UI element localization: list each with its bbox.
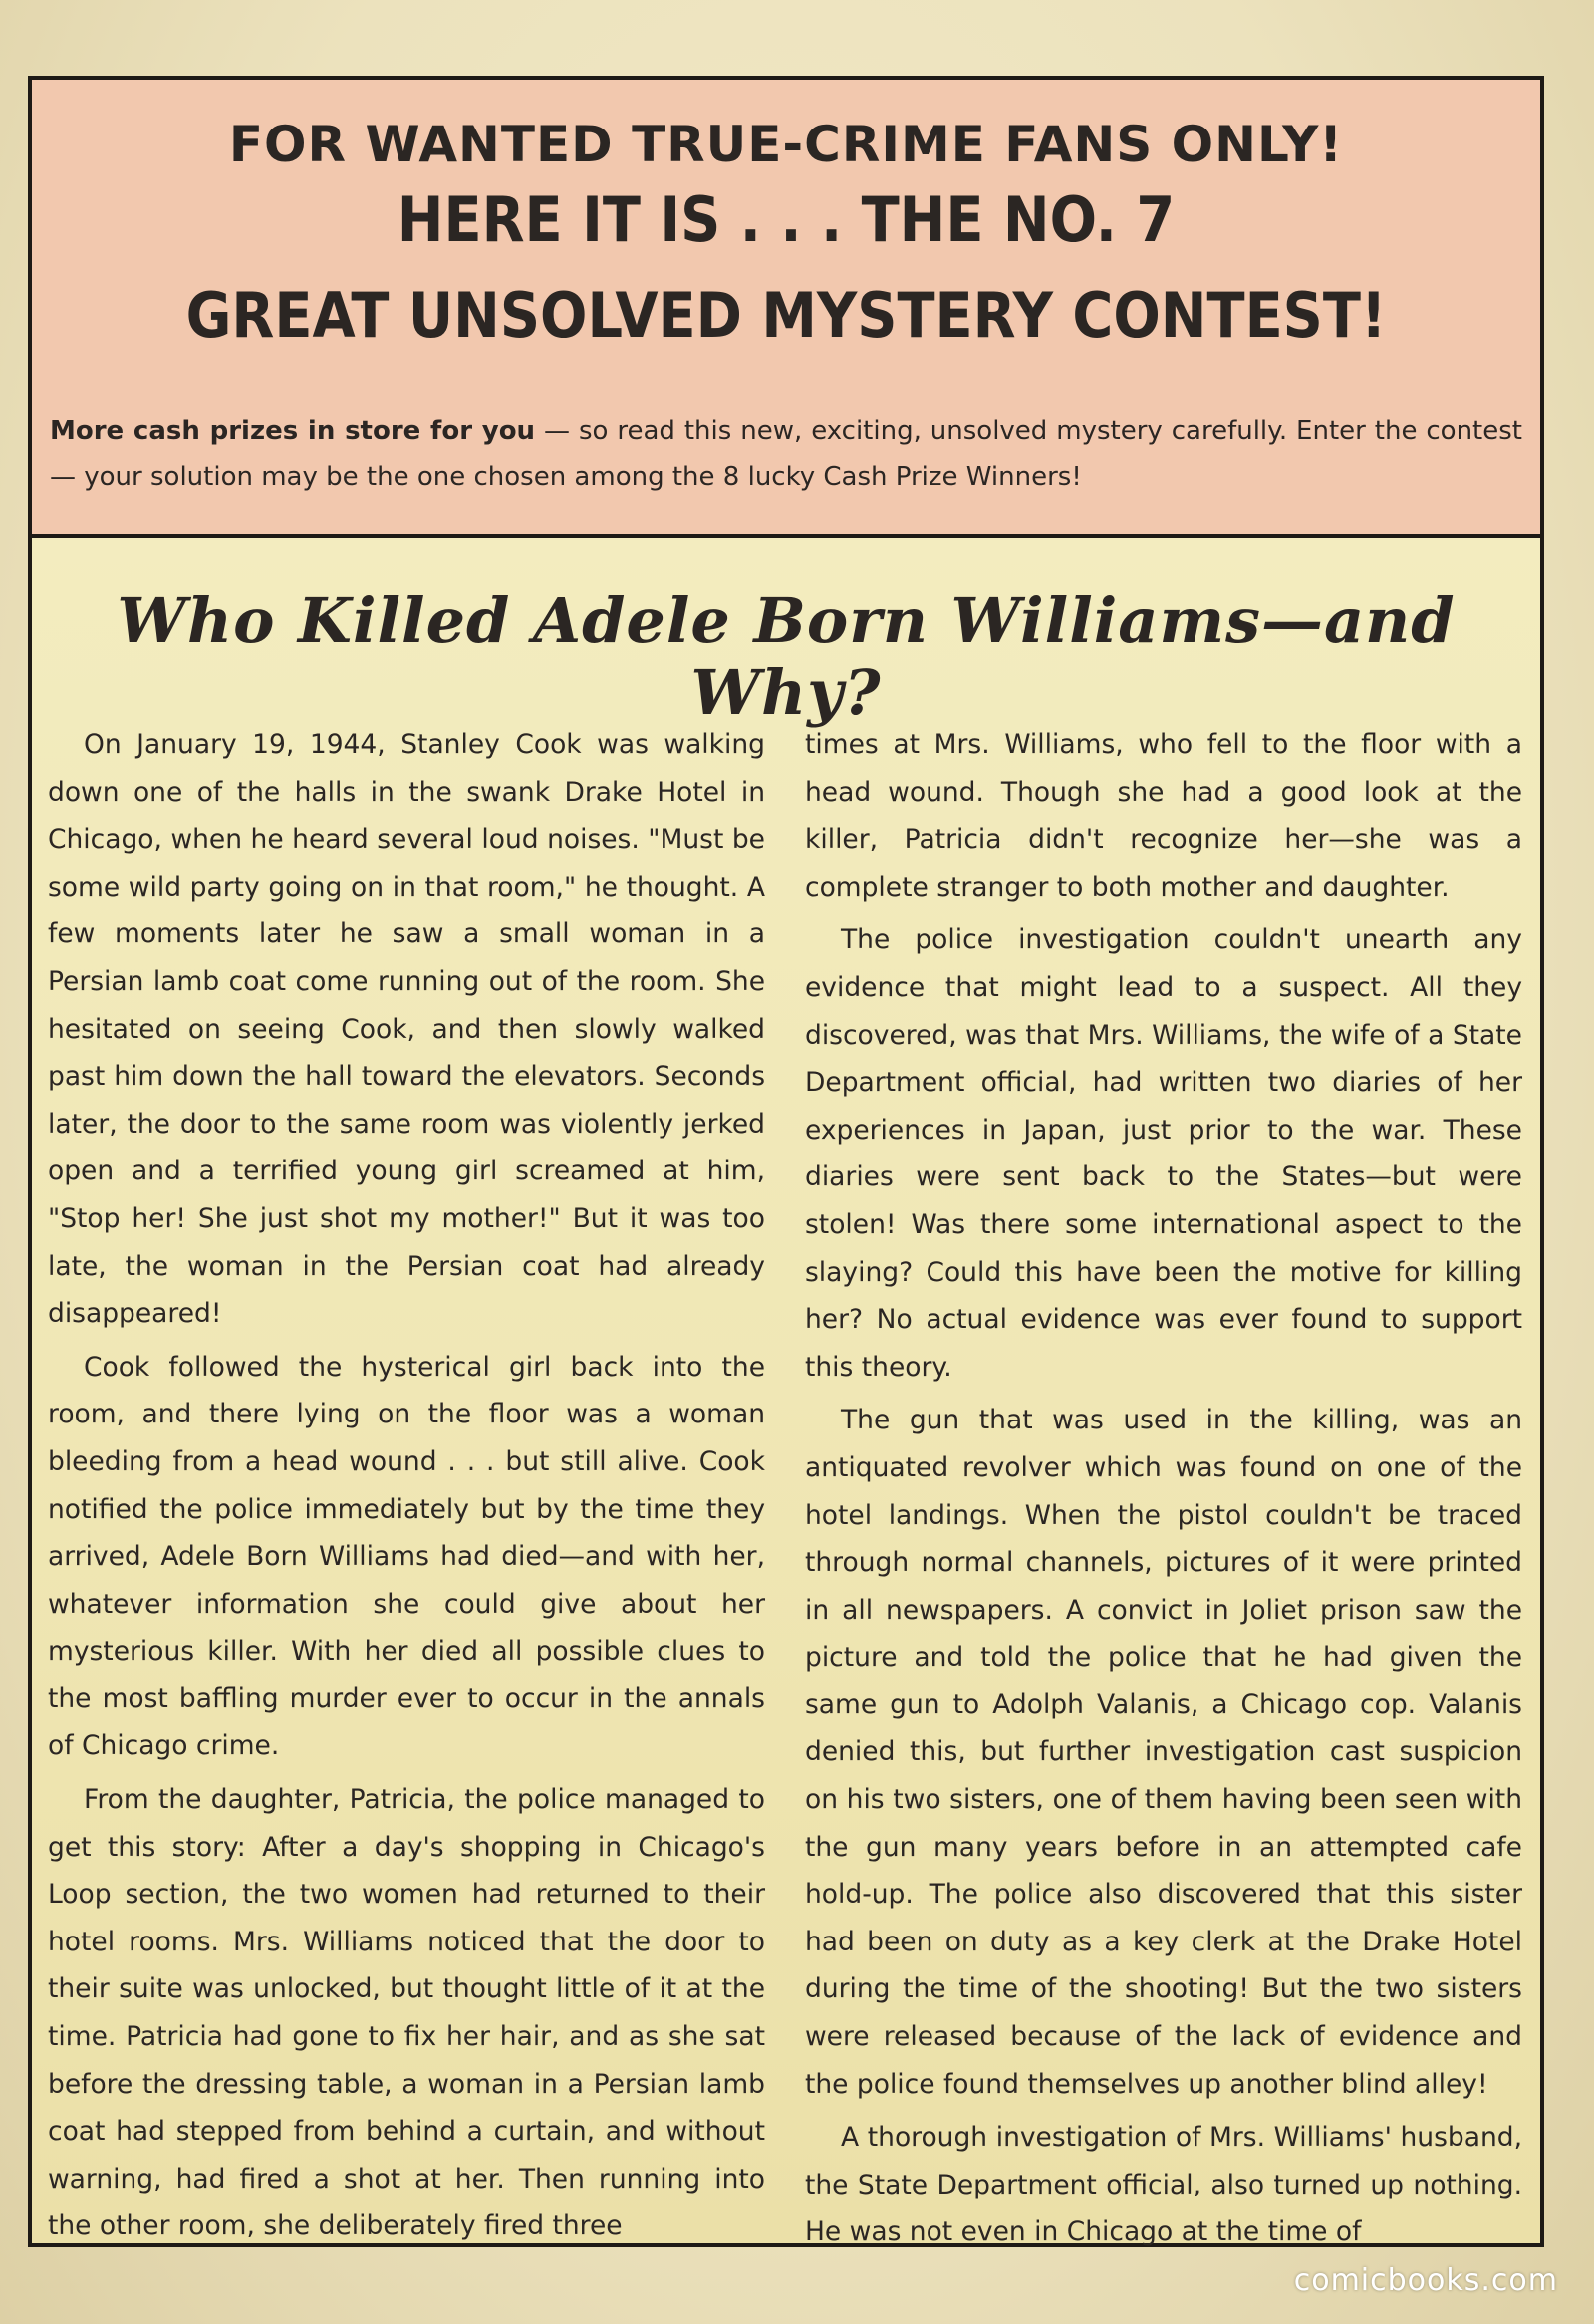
paragraph: From the daughter, Patricia, the police managed to get this story: After a day's shopping in Chicago's Loop section, the two women had returned to their hotel rooms. Mrs. Williams noticed that the door to their suite was unlocked, but thought little of it at the time. Patricia had gone to fix her hair, and as she sat before the dressing table, a woman in a Persian lamb coat had stepped from behind a curtain, and without warning, had fired a shot at her. Then running into the other room, she deliberately fired three: [48, 1784, 765, 2242]
paragraph: The police investigation couldn't unearth any evidence that might lead to a suspect. All they discovered, was that Mrs. Williams, the wife of a State Department official, had written two diaries of her experiences in Japan, just prior to the war. These diaries were sent back to the States—but were stolen! Was there some international aspect to the slaying? Could this have been the motive for killing her? No actual evidence was ever found to support this theory.: [805, 924, 1522, 1383]
paragraph: A thorough investigation of Mrs. Williams' husband, the State Department official, also turned up nothing. He was not even in Chicago at the time of: [805, 2122, 1522, 2248]
header-line-1: FOR WANTED TRUE-CRIME FANS ONLY!: [228, 116, 1344, 173]
page-frame: [28, 76, 1544, 2247]
contest-intro: [50, 408, 1522, 500]
header-line-2: HERE IT IS . . . THE NO. 7: [397, 183, 1176, 256]
paragraph: On January 19, 1944, Stanley Cook was walking down one of the halls in the swank Drake Hotel in Chicago, when he heard several loud noises. "Must be some wild party going on in that room," he thought. A few moments later he saw a small woman in a Persian lamb coat come running out of the room. She hesitated on seeing Cook, and then slowly walked past him down the hall toward the elevators. Seconds later, the door to the same room was violently jerked open and a terrified young girl screamed at him, "Stop her! She just shot my mother!" But it was too late, the woman in the Persian coat had already disappeared!: [48, 729, 765, 1330]
story-title: Who Killed Adele Born Williams—and Why?: [117, 584, 1456, 729]
story-panel: [32, 538, 1540, 2248]
paragraph: times at Mrs. Williams, who fell to the floor with a head wound. Though she had a good look at the killer, Patricia didn't recognize her—she was a complete stranger to both mother and daughter.: [805, 729, 1522, 903]
intro-rest: — so read this new, exciting, unsolved mystery carefully. Enter the contest — your solution may be the one chosen among the 8 lucky Cash Prize Winners!: [50, 416, 1522, 492]
header-line-3: GREAT UNSOLVED MYSTERY CONTEST!: [185, 279, 1387, 352]
story-column-left: [48, 721, 765, 2256]
story-column-right: [805, 721, 1522, 2262]
contest-header: [32, 80, 1540, 538]
paragraph: Cook followed the hysterical girl back into the room, and there lying on the floor was a woman bleeding from a head wound . . . but still alive. Cook notified the police immediately but by the time they arrived, Adele Born Williams had died—and with her, whatever information she could give about her mysterious killer. With her died all possible clues to the most baffling murder ever to occur in the annals of Chicago crime.: [48, 1351, 765, 1762]
watermark: comicbooks.com: [1293, 2263, 1558, 2298]
paragraph: The gun that was used in the killing, was an antiquated revolver which was found on one of the hotel landings. When the pistol couldn't be traced through normal channels, pictures of it were printed in all newspapers. A convict in Joliet prison saw the picture and told the police that he had given the same gun to Adolph Valanis, a Chicago cop. Valanis denied this, but further investigation cast suspicion on his two sisters, one of them having been seen with the gun many years before in an attempted cafe hold-up. The police also discovered that this sister had been on duty as a key clerk at the Drake Hotel during the time of the shooting! But the two sisters were released because of the lack of evidence and the police found themselves up another blind alley!: [805, 1405, 1522, 2100]
intro-bold: More cash prizes in store for you: [50, 416, 536, 446]
